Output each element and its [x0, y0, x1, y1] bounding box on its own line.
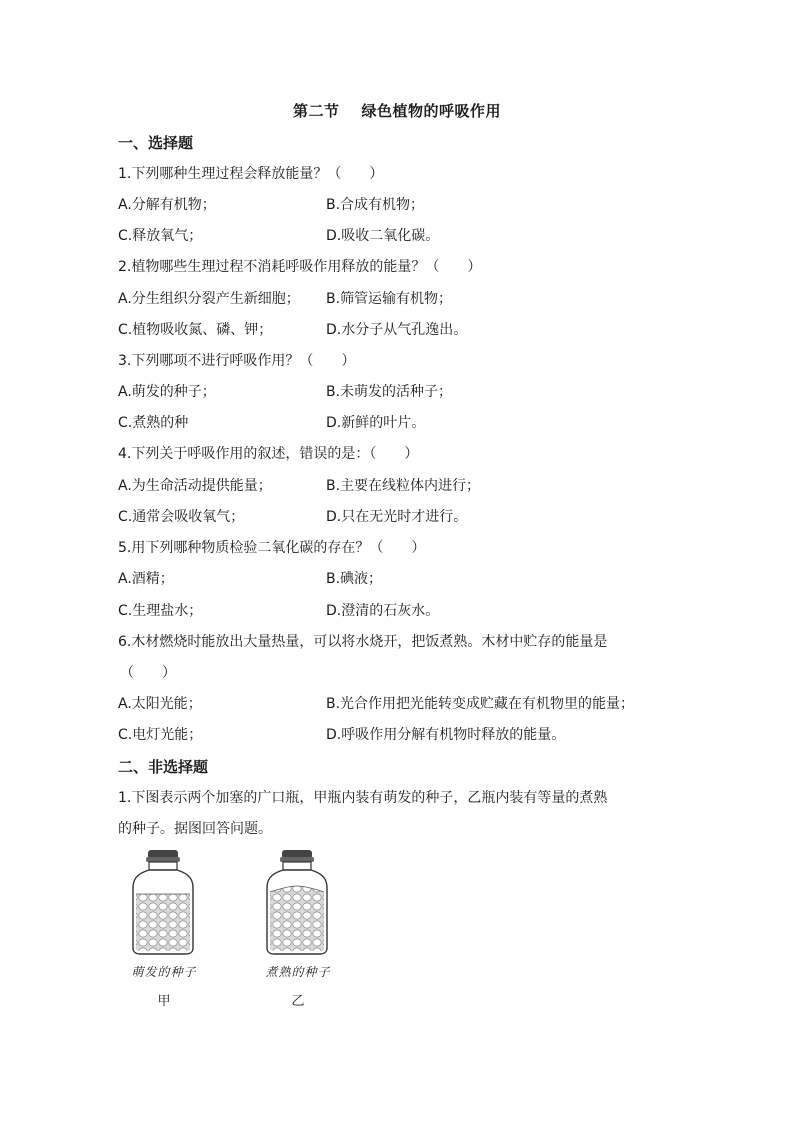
section-heading-choice: 一、选择题: [118, 134, 194, 152]
question-stem: 4.下列关于呼吸作用的叙述，错误的是：（ ）: [118, 446, 419, 462]
option-a: A.太阳光能；: [118, 696, 202, 712]
option-a: A.分生组织分裂产生新细胞；: [118, 291, 300, 307]
page-title: [0, 100, 794, 121]
option-d: D.只在无光时才进行。: [326, 509, 468, 525]
option-a: A.为生命活动提供能量；: [118, 478, 272, 494]
option-a: A.萌发的种子；: [118, 384, 216, 400]
question-stem-continuation: （ ）: [120, 665, 176, 681]
jar-illustration: [128, 848, 198, 958]
title-topic: 绿色植物的呼吸作用: [361, 102, 502, 120]
jar-boiled-seeds: [262, 848, 332, 958]
jar-b-label: 乙: [291, 994, 305, 1009]
option-c: C.生理盐水；: [118, 603, 203, 619]
jar-a-caption: 萌发的种子: [131, 965, 197, 979]
jar-germinating-seeds: [128, 848, 198, 958]
option-a: A.分解有机物；: [118, 197, 216, 213]
jar-b-caption: 煮熟的种子: [265, 965, 331, 979]
option-b: B.光合作用把光能转变成贮藏在有机物里的能量；: [326, 696, 635, 712]
section-heading-nonchoice: 二、非选择题: [118, 758, 209, 776]
option-a: A.酒精；: [118, 571, 174, 587]
question-stem: 6.木材燃烧时能放出大量热量，可以将水烧开，把饭煮熟。木材中贮存的能量是: [118, 634, 608, 650]
option-b: B.筛管运输有机物；: [326, 291, 453, 307]
option-b: B.未萌发的活种子；: [326, 384, 453, 400]
title-section-number: 第二节: [292, 102, 340, 120]
option-d: D.澄清的石灰水。: [326, 603, 440, 619]
option-c: C.释放氧气；: [118, 228, 203, 244]
question-stem: 1.下列哪种生理过程会释放能量？（ ）: [118, 166, 384, 182]
option-c: C.电灯光能；: [118, 727, 203, 743]
option-d: D.新鲜的叶片。: [326, 415, 426, 431]
option-c: C.通常会吸收氧气；: [118, 509, 245, 525]
jar-a-label: 甲: [157, 994, 171, 1009]
question-stem: 2.植物哪些生理过程不消耗呼吸作用释放的能量？（ ）: [118, 259, 482, 275]
option-c: C.煮熟的种: [118, 415, 189, 431]
option-b: B.主要在线粒体内进行；: [326, 478, 481, 494]
option-d: D.呼吸作用分解有机物时释放的能量。: [326, 727, 566, 743]
option-d: D.水分子从气孔逸出。: [326, 322, 468, 338]
jar-illustration: [262, 848, 332, 958]
question-stem: 3.下列哪项不进行呼吸作用？（ ）: [118, 353, 356, 369]
question-stem: 5.用下列哪种物质检验二氧化碳的存在？（ ）: [118, 540, 426, 556]
option-b: B.碘液；: [326, 571, 383, 587]
option-d: D.吸收二氧化碳。: [326, 228, 440, 244]
question-stem: 1.下图表示两个加塞的广口瓶，甲瓶内装有萌发的种子，乙瓶内装有等量的煮熟: [118, 790, 608, 806]
option-c: C.植物吸收氮、磷、钾；: [118, 322, 273, 338]
option-b: B.合成有机物；: [326, 197, 425, 213]
question-stem-continuation: 的种子。据图回答问题。: [118, 821, 272, 837]
